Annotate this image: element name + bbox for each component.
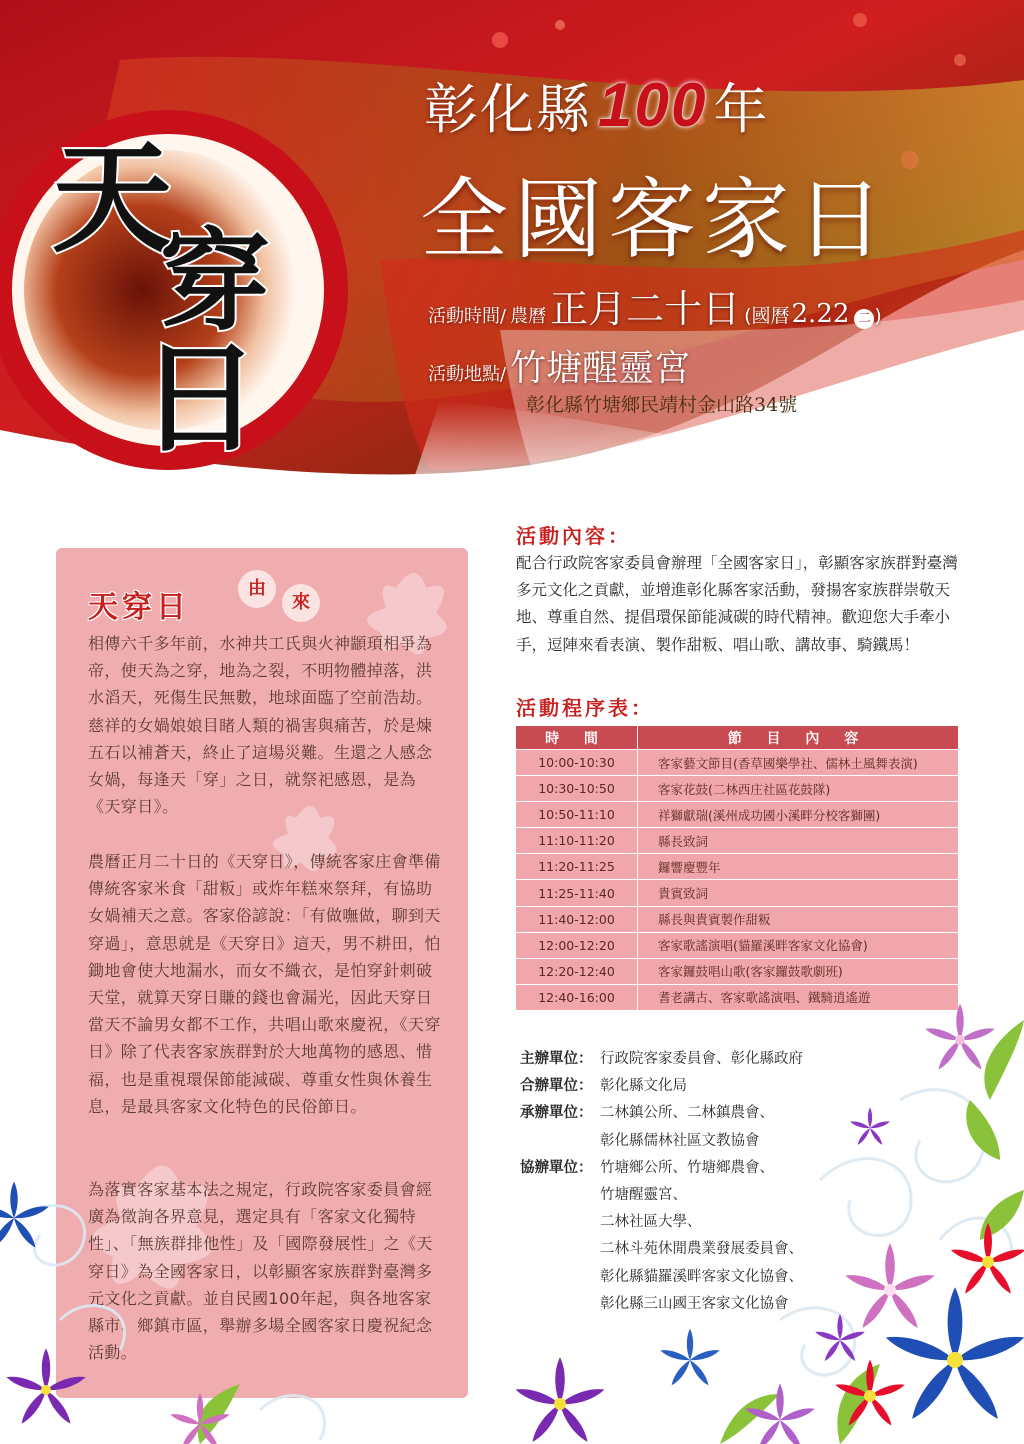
organizer-value: 彰化縣三山國王客家文化協會 <box>600 1295 789 1312</box>
row-program: 祥獅獻瑞(溪州成功國小溪畔分校客獅團) <box>638 802 959 828</box>
weekday-badge: 二 <box>854 309 874 329</box>
table-row <box>516 932 959 958</box>
row-time: 11:20-11:25 <box>516 854 638 880</box>
organizer-value: 竹塘鄉公所、竹塘鄉農會、 <box>600 1159 774 1176</box>
table-row <box>516 828 959 854</box>
row-time: 11:25-11:40 <box>516 880 638 906</box>
row-time: 12:20-12:40 <box>516 958 638 984</box>
row-time: 10:50-11:10 <box>516 802 638 828</box>
schedule-table <box>515 725 959 1011</box>
story-badge-2: 來 <box>282 584 320 622</box>
row-time: 10:00-10:30 <box>516 750 638 776</box>
table-row <box>516 776 959 802</box>
organizer-cohost <box>520 1073 803 1100</box>
row-time: 12:00-12:20 <box>516 932 638 958</box>
organizer-executor <box>520 1100 803 1154</box>
schedule-header-row <box>516 726 959 750</box>
organizer-value: 行政院客家委員會、彰化縣政府 <box>600 1051 803 1067</box>
row-program: 耆老講古、客家歌謠演唱、鐵騎逍遙遊 <box>638 984 959 1010</box>
tianchuan-seal <box>0 90 360 490</box>
content-heading: 活動內容： <box>516 524 631 548</box>
organizer-value: 二林鎮公所、二林鎮農會、 <box>600 1105 774 1122</box>
story-badge-1: 由 <box>238 570 276 608</box>
organizer-value: 二林斗苑休閒農業發展委員會、 <box>600 1241 803 1258</box>
title-suffix: 年 <box>713 77 770 141</box>
seal-char-1: 天 <box>52 128 172 269</box>
row-program: 客家花鼓(二林西庄社區花鼓隊) <box>638 776 959 802</box>
organizer-value: 彰化縣儒林社區文教協會 <box>600 1132 760 1149</box>
row-program: 客家鑼鼓唱山歌(客家鑼鼓歌劇班) <box>638 958 959 984</box>
row-program: 客家歌謠演唱(貓羅溪畔客家文化協會) <box>638 932 959 958</box>
row-time: 11:40-12:00 <box>516 906 638 932</box>
schedule-col-time: 時 間 <box>516 726 638 750</box>
title-year: 100 <box>598 70 708 140</box>
event-time <box>428 278 882 333</box>
event-place <box>428 340 690 391</box>
story-paragraph-3: 為落實客家基本法之規定，行政院客家委員會經廣為徵詢各界意見，選定具有「客家文化獨特性」、「無族群排他性」及「國際發展性」之《天穿日》為全國客家日，以彰顯客家族群對臺灣多元文化之貢獻。並自民國100年起，與各地客家縣市、鄉鎮市區，舉辦多場全國客家日慶祝紀念活動。 <box>88 1180 433 1363</box>
organizer-value: 二林社區大學、 <box>600 1214 702 1231</box>
row-program: 鑼響慶豐年 <box>638 854 959 880</box>
time-western-close: ) <box>874 305 882 327</box>
organizer-label: 承辦單位： <box>520 1105 593 1122</box>
row-time: 11:10-11:20 <box>516 828 638 854</box>
title-prefix: 彰化縣 <box>424 77 592 141</box>
row-program: 縣長與貴賓製作甜粄 <box>638 906 959 932</box>
schedule-heading: 活動程序表： <box>516 696 654 720</box>
organizers-list <box>520 1046 803 1318</box>
row-program: 貴賓致詞 <box>638 880 959 906</box>
place-address: 彰化縣竹塘鄉民靖村金山路34號 <box>526 394 798 416</box>
time-value: 正月二十日 <box>550 287 741 331</box>
table-row <box>516 802 959 828</box>
organizer-value: 竹塘醒靈宮、 <box>600 1187 687 1204</box>
page-title: 全國客家日 <box>420 168 891 271</box>
row-program: 客家藝文節目(香草國樂學社、儒林土風舞表演) <box>638 750 959 776</box>
time-western-date: 2.22 <box>791 299 850 329</box>
seal-char-2: 穿 <box>160 217 270 346</box>
organizer-value: 彰化縣文化局 <box>600 1078 687 1095</box>
story-paragraph-2: 農曆正月二十日的《天穿日》，傳統客家庄會準備傳統客家米食「甜粄」或炸年糕來祭拜，有協助女媧補天之意。客家俗諺說：「有做嘸做，聊到天穿過」，意思就是《天穿日》這天，男不耕田，怕鋤地會使大地漏水，而女不織衣，是怕穿針刺破天堂，就算天穿日賺的錢也會漏光，因此天穿日當天不論男女都不工作，共唱山歌來慶祝，《天穿日》除了代表客家族群對於大地萬物的感恩、惜福，也是重視環保節能減碳、尊重女性與休養生息，是最具客家文化特色的民俗節日。 <box>88 852 441 1116</box>
organizer-label: 協辦單位： <box>520 1159 593 1176</box>
row-time: 12:40-16:00 <box>516 984 638 1010</box>
table-row <box>516 854 959 880</box>
organizer-host <box>520 1046 803 1073</box>
row-program: 縣長致詞 <box>638 828 959 854</box>
table-row <box>516 750 959 776</box>
table-row <box>516 984 959 1010</box>
story-paragraph-1: 相傳六千多年前，水神共工氏與火神顓頊相爭為帝，使天為之穿，地為之裂，不明物體掉落，洪水滔天，死傷生民無數，地球面臨了空前浩劫。慈祥的女媧娘娘目睹人類的禍害與痛苦，於是煉五石以補蒼天，終止了這場災難。生還之人感念女媧，每逢天「穿」之日，就祭祀感恩，是為《天穿日》。 <box>88 634 433 817</box>
table-row <box>516 906 959 932</box>
organizer-label: 主辦單位： <box>520 1051 593 1067</box>
place-value: 竹塘醒靈宮 <box>510 348 691 389</box>
schedule-col-program: 節 目 內 容 <box>638 726 959 750</box>
table-row <box>516 958 959 984</box>
organizer-value: 彰化縣貓羅溪畔客家文化協會、 <box>600 1268 803 1285</box>
time-western-open: (國曆 <box>744 305 790 327</box>
organizer-assistant <box>520 1155 803 1318</box>
table-row <box>516 880 959 906</box>
content-text: 配合行政院客家委員會辦理「全國客家日」，彰顯客家族群對臺灣多元文化之貢獻，並增進彰化縣客家活動，發揚客家族群崇敬天地、尊重自然、提倡環保節能減碳的時代精神。歡迎您大手牽小手，逗陣來看表演、製作甜粄、唱山歌、講故事、騎鐵馬！ <box>516 554 958 654</box>
story-title: 天穿日 <box>88 590 190 625</box>
row-time: 10:30-10:50 <box>516 776 638 802</box>
time-calendar: 農曆 <box>510 306 547 327</box>
title-county-year <box>424 68 769 142</box>
time-label: 活動時間/ <box>428 306 507 327</box>
seal-char-3: 日 <box>140 328 260 469</box>
organizer-label: 合辦單位： <box>520 1078 593 1095</box>
place-label: 活動地點/ <box>428 364 507 385</box>
